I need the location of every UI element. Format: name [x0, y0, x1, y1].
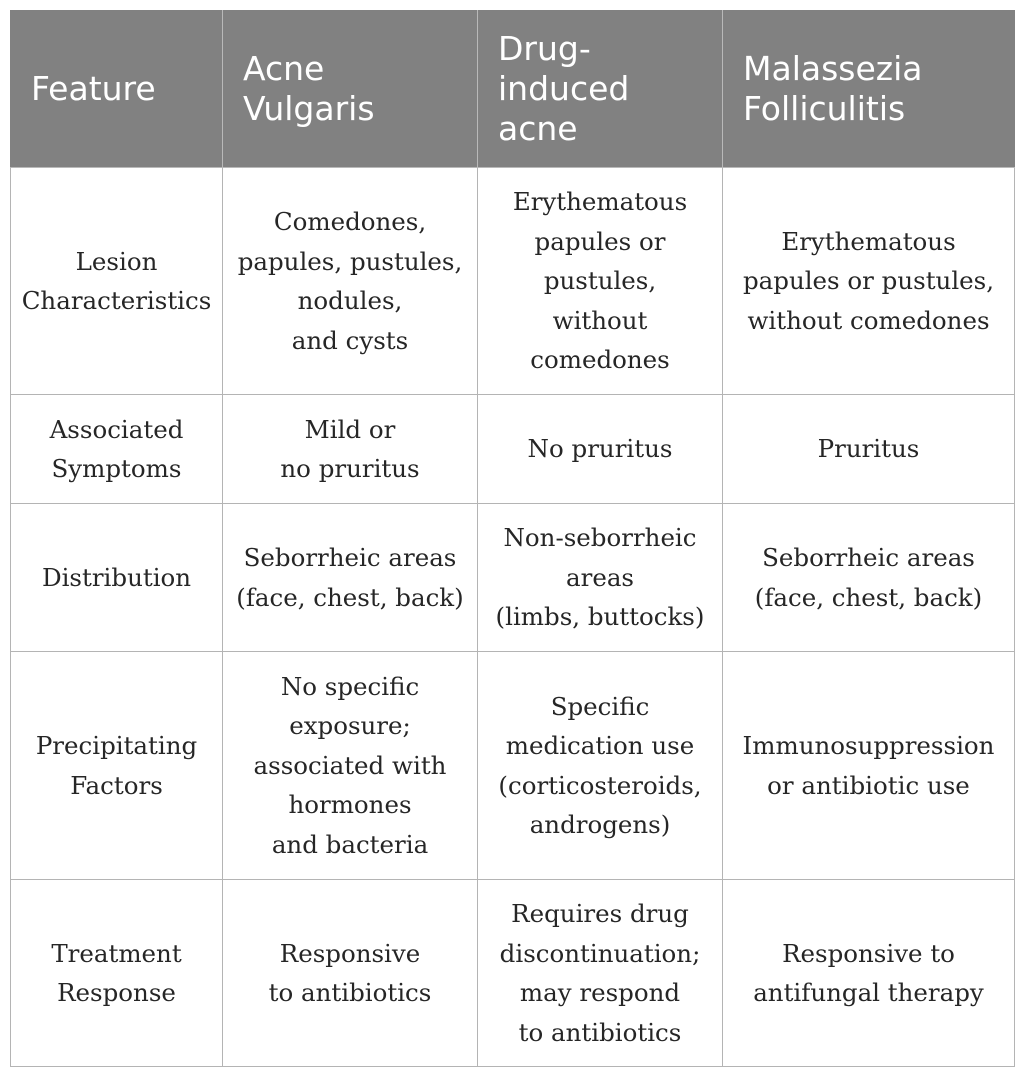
cell-line: and cysts — [291, 325, 409, 355]
cell-line: Erythematous — [512, 187, 688, 217]
cell-line: associated with — [253, 750, 447, 780]
cell-line: Immunosuppression — [742, 731, 995, 760]
comparison-table-container — [10, 10, 1015, 1067]
table-body — [11, 168, 1015, 1067]
cell-line: exposure; — [289, 711, 411, 741]
cell-line: Associated — [49, 414, 184, 444]
cell-malassezia-folliculitis — [723, 395, 1015, 504]
header-line: Folliculitis — [743, 88, 906, 128]
cell-feature — [11, 652, 223, 880]
cell-malassezia-folliculitis — [723, 168, 1015, 395]
cell-line: pustules, — [543, 266, 657, 296]
cell-line: Erythematous — [781, 226, 956, 256]
cell-line: Seborrheic areas — [243, 543, 457, 572]
table-row-associated-symptoms — [11, 395, 1015, 504]
cell-line: may respond — [519, 978, 681, 1007]
cell-line: Lesion — [75, 246, 158, 276]
table-row-treatment-response — [11, 880, 1015, 1067]
header-malassezia-folliculitis — [723, 10, 1015, 168]
cell-line: Mild or — [304, 414, 396, 444]
cell-line: medication use — [505, 731, 695, 760]
cell-feature — [11, 395, 223, 504]
cell-line: antifungal therapy — [753, 978, 984, 1007]
cell-line: Specific — [550, 691, 650, 721]
cell-feature — [11, 168, 223, 395]
cell-line: Precipitating — [35, 731, 198, 760]
header-line: acne — [498, 108, 578, 148]
cell-line: Symptoms — [51, 454, 182, 483]
cell-line: (limbs, buttocks) — [495, 602, 705, 632]
cell-line: Response — [57, 978, 176, 1007]
table-row-lesion-characteristics — [11, 168, 1015, 395]
cell-line: hormones — [288, 790, 412, 820]
cell-line: (face, chest, back) — [754, 582, 983, 612]
cell-line: (face, chest, back) — [236, 582, 464, 612]
header-line: Vulgaris — [243, 88, 375, 128]
cell-drug-induced-acne — [478, 504, 723, 652]
cell-drug-induced-acne — [478, 168, 723, 395]
cell-line: or antibiotic use — [767, 770, 970, 800]
cell-line: to antibiotics — [518, 1017, 682, 1047]
header-drug-induced-acne — [478, 10, 723, 168]
cell-line: No pruritus — [527, 434, 673, 464]
cell-line: areas — [566, 562, 634, 592]
cell-line: Pruritus — [817, 434, 920, 464]
header-row — [11, 10, 1015, 168]
cell-line: Distribution — [41, 562, 192, 592]
cell-line: papules or — [534, 226, 666, 256]
cell-feature — [11, 880, 223, 1067]
cell-malassezia-folliculitis — [723, 880, 1015, 1067]
cell-line: papules or pustules, — [742, 266, 995, 296]
table-row-distribution — [11, 504, 1015, 652]
cell-line: Responsive — [279, 938, 421, 968]
cell-line: Seborrheic areas — [762, 543, 975, 572]
cell-drug-induced-acne — [478, 880, 723, 1067]
header-line: Acne — [243, 48, 325, 88]
cell-line: without comedones — [747, 305, 990, 335]
cell-malassezia-folliculitis — [723, 652, 1015, 880]
cell-line: discontinuation; — [499, 938, 701, 968]
comparison-table — [10, 10, 1015, 1067]
cell-drug-induced-acne — [478, 652, 723, 880]
header-line: Feature — [31, 68, 156, 108]
cell-line: without — [552, 305, 648, 335]
header-line: Drug- — [498, 28, 591, 68]
cell-line: Characteristics — [21, 286, 212, 315]
cell-feature — [11, 504, 223, 652]
cell-line: Requires drug — [511, 899, 689, 928]
cell-line: to antibiotics — [268, 978, 432, 1007]
cell-line: Treatment — [51, 938, 182, 968]
cell-acne-vulgaris — [223, 652, 478, 880]
cell-acne-vulgaris — [223, 880, 478, 1067]
header-feature — [11, 10, 223, 168]
cell-acne-vulgaris — [223, 504, 478, 652]
cell-line: No specific — [280, 671, 420, 701]
cell-drug-induced-acne — [478, 395, 723, 504]
cell-line: Comedones, — [273, 207, 427, 236]
table-row-precipitating-factors — [11, 652, 1015, 880]
cell-line: Responsive to — [782, 938, 955, 968]
cell-line: papules, pustules, — [237, 246, 463, 276]
cell-line: and bacteria — [271, 829, 429, 859]
header-acne-vulgaris — [223, 10, 478, 168]
cell-line: (corticosteroids, — [498, 770, 702, 800]
cell-line: Non-seborrheic — [503, 523, 697, 553]
cell-line: androgens) — [529, 810, 671, 839]
header-line: induced — [498, 68, 630, 108]
cell-malassezia-folliculitis — [723, 504, 1015, 652]
header-line: Malassezia — [743, 48, 923, 88]
cell-line: no pruritus — [280, 454, 420, 483]
cell-acne-vulgaris — [223, 168, 478, 395]
cell-acne-vulgaris — [223, 395, 478, 504]
cell-line: comedones — [530, 345, 670, 375]
cell-line: Factors — [70, 770, 163, 800]
table-header — [11, 10, 1015, 168]
cell-line: nodules, — [297, 286, 403, 315]
